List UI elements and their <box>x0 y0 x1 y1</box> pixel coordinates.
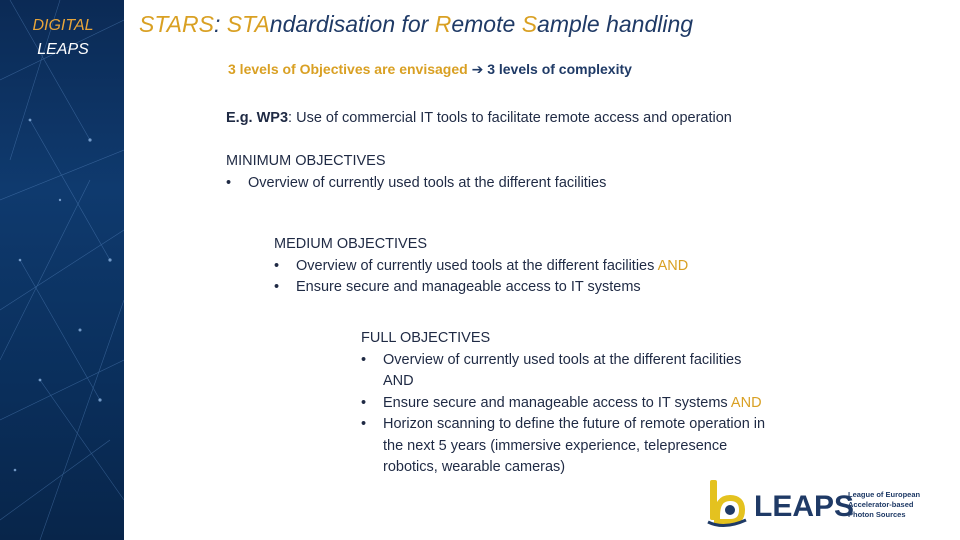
list-item: • Overview of currently used tools at the different facilities AND <box>274 256 688 278</box>
list-item: • Ensure secure and manageable access to IT systems <box>274 277 688 299</box>
list-item-continued: the next 5 years (immersive experience, telepresence <box>383 437 728 454</box>
logo-word: LEAPS <box>754 490 855 523</box>
full-heading: FULL OBJECTIVES <box>361 330 491 346</box>
bullet-icon: • <box>226 174 232 191</box>
title-r: R <box>434 11 452 37</box>
title-colon: : <box>213 11 227 37</box>
minimum-objectives <box>226 151 606 194</box>
title-emote: emote <box>451 11 522 37</box>
logo-tagline-2: Accelerator-based <box>848 500 914 509</box>
list-item: • Overview of currently used tools at the different facilities <box>361 350 765 372</box>
logo-tagline-1: League of European <box>848 490 921 499</box>
brand-line-digital: DIGITAL <box>32 17 94 34</box>
subtitle-left: 3 levels of Objectives are envisaged <box>228 61 468 77</box>
bullet-icon: • <box>274 279 280 295</box>
leaps-logo <box>706 478 926 530</box>
network-pattern <box>0 0 124 540</box>
sidebar-brand <box>14 14 112 62</box>
minimum-heading: MINIMUM OBJECTIVES <box>226 153 386 169</box>
full-objectives <box>361 328 765 479</box>
subtitle-right: 3 levels of complexity <box>487 61 632 77</box>
arrow-right-icon: ➔ <box>471 61 484 77</box>
title-ample: ample handling <box>537 11 694 37</box>
sidebar-panel <box>0 0 124 540</box>
list-item-continued: robotics, wearable cameras) <box>383 459 566 475</box>
brand-line-leaps: LEAPS <box>37 41 89 58</box>
bullet-icon: • <box>361 416 367 432</box>
bullet-icon: • <box>274 257 280 274</box>
title-s: S <box>521 11 538 37</box>
example-text: : Use of commercial IT tools to facilitate remote access and operation <box>288 110 732 126</box>
list-item-continued: AND <box>383 373 414 389</box>
logo-tagline-3: Photon Sources <box>848 510 906 519</box>
example-label: E.g. WP3 <box>226 110 289 126</box>
title-ndardisation: ndardisation for <box>269 11 435 37</box>
medium-objectives <box>274 234 688 299</box>
subtitle <box>228 61 632 78</box>
leaps-emblem-icon <box>706 478 926 530</box>
bullet-icon: • <box>361 351 367 368</box>
list-item: • Ensure secure and manageable access to IT systems AND <box>361 393 765 415</box>
title-sta: STA <box>226 11 270 37</box>
page-title <box>139 11 693 38</box>
example-line <box>226 108 732 130</box>
bullet-icon: • <box>361 394 367 411</box>
list-item: • Horizon scanning to define the future of remote operation in <box>361 414 765 436</box>
medium-heading: MEDIUM OBJECTIVES <box>274 236 428 252</box>
title-stars: STARS <box>139 11 214 37</box>
list-item: • Overview of currently used tools at the different facilities <box>226 173 606 195</box>
